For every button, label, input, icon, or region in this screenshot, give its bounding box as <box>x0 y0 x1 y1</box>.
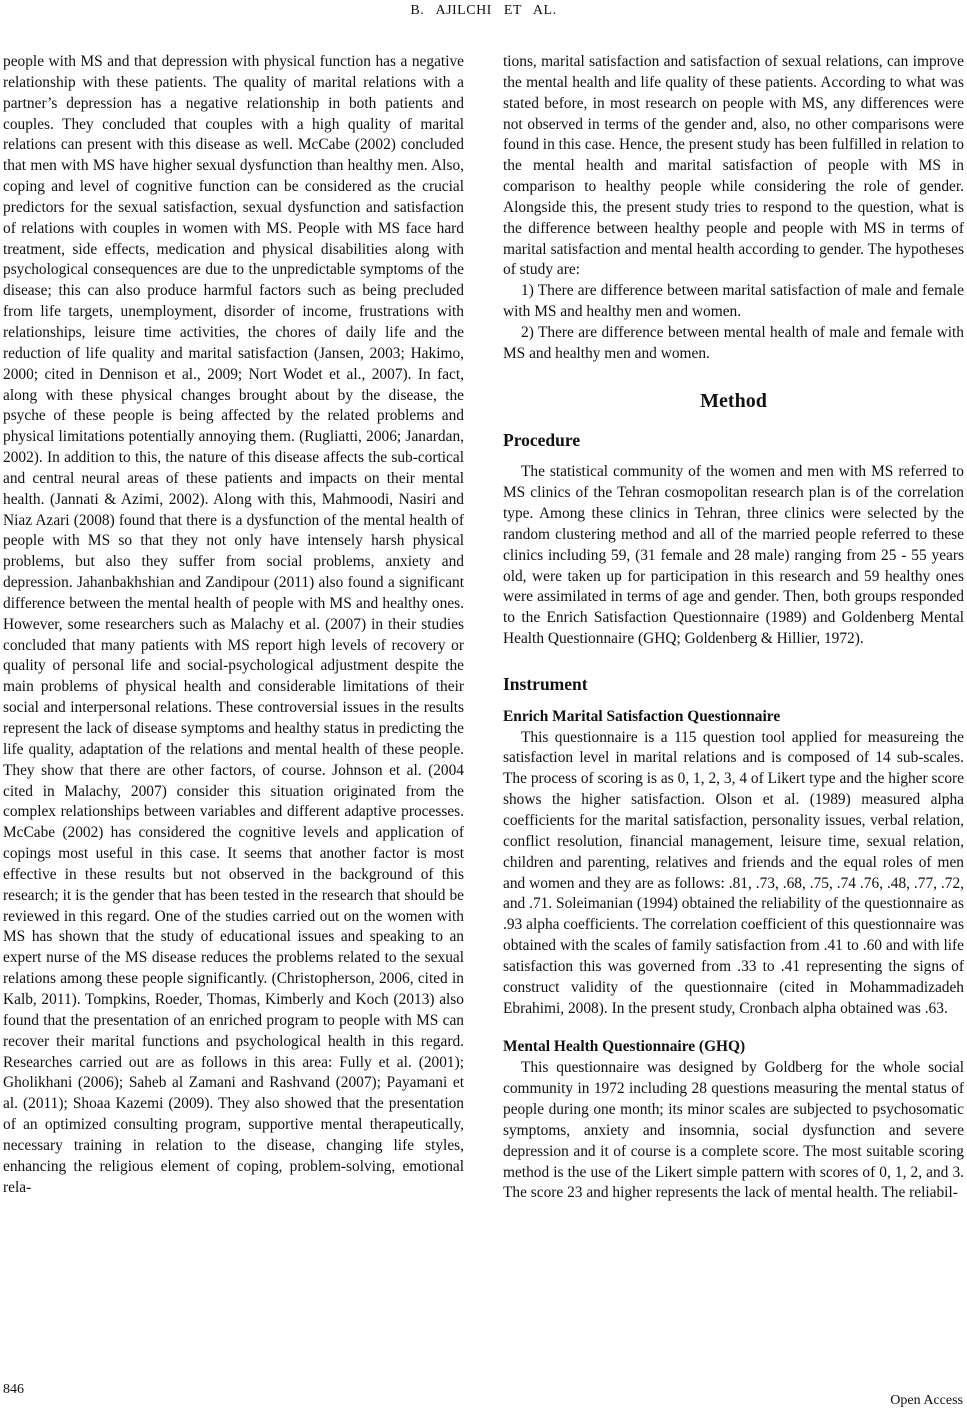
page-number: 846 <box>3 1382 24 1397</box>
ghq-paragraph: This questionnaire was designed by Goldberg for the whole social community in 1972 including 28 questions measuring the mental status of people during one month; its minor scales are subjected to psychosomatic symptoms, anxiety and insomnia, social dysfunction and severe depression and it of course is a complete score. The most suitable scoring method is the use of the Likert simple pattern with scores of 0, 1, 2, and 3. The score 23 and higher represents the lack of mental health. The reliabil- <box>503 1059 964 1202</box>
enrich-heading: Enrich Marital Satisfaction Questionnaire <box>503 707 781 725</box>
left-column <box>3 52 464 1198</box>
open-access-label: Open Access <box>890 1393 963 1408</box>
intro-paragraph: tions, marital satisfaction and satisfaction of sexual relations, can improve the mental health and life quality of these patients. According to what was stated before, in most research on people with MS, any differences were not observed in terms of the gender and, also, no other comparisons were found in this case. Hence, the present study has been fulfilled in relation to the mental health and marital satisfaction of people with MS in comparison to healthy people while considering the role of gender. Alongside this, the present study tries to respond to the question, what is the difference between healthy people and people with MS in terms of marital satisfaction and mental health according to gender. The hypotheses of study are: <box>503 53 964 279</box>
procedure-heading: Procedure <box>503 429 581 450</box>
ghq-heading: Mental Health Questionnaire (GHQ) <box>503 1038 746 1056</box>
right-column <box>503 52 964 1204</box>
body-paragraph: people with MS and that depression with physical function has a negative relationship with these patients. The quality of marital relations with a partner’s depression has a negative relationship in both patients and couples. They concluded that couples with a high quality of marital relations can present with this disease as well. McCabe (2002) concluded that men with MS have higher sexual dysfunction than healthy men. Also, coping and level of cognitive function can be considered as the crucial predictors for the sexual satisfaction, sexual dysfunction and satisfaction of relations with couples in women with MS. People with MS face hard treatment, side effects, medication and physical disabilities along with psychological consequences are due to the unpredictable symptoms of the disease; this can also produce harmful factors such as being precluded from life targets, unemployment, disorder of income, frustrations with relationships, leisure time activities, the chores of daily life and the reduction of life quality and marital satisfaction (Jansen, 2003; Hakimo, 2000; cited in Dennison et al., 2009; Nort Wodet et al., 2007). In fact, along with these physical changes brought about by the disease, the psyche of these people is being affected by the related problems and physical limitations potentially annoying them. (Rugliatti, 2006; Janardan, 2002). In addition to this, the nature of this disease affects the sub-cortical and central neural areas of these patients and impacts on their mental health. (Jannati & Azimi, 2002). Along with this, Mahmoodi, Nasiri and Niaz Azari (2008) found that there is a dysfunction of the mental health of people with MS so that they not only have intensely harsh physical problems, but also they suffer from social problems, anxiety and depression. Jahanbakhshian and Zandipour (2011) also found a significant difference between the mental health of people with MS and healthy ones. However, some researchers such as Malachy et al. (2007) in their studies concluded that many patients with MS report high levels of recovery or quality of personal life and social-psychological adjustment despite the main problems of physical health and considerable limitations of their social and interpersonal relations. These controversial issues in the results represent the lack of disease symptoms and healthy status in predicting the life quality, adaptation of the relations and mental health of these people. They show that there are other factors, of course. Johnson et al. (2004 cited in Malachy, 2007) consider this situation originated from the complex relationships between variables and different adaptive processes. McCabe (2002) has considered the cognitive levels and application of copings most useful in this case. It seems that another factor is most effective in these results but not observed in the background of this research; it is the gender that has been tested in the research that should be reviewed in this regard. One of the studies carried out on the women with MS has shown that the study of educational issues and speaking to an expert nurse of the MS disease reduces the problems related to the sexual relations among these people significantly. (Christopherson, 2006, cited in Kalb, 2011). Tompkins, Roeder, Thomas, Kimberly and Koch (2013) also found that the presentation of an enriched program to people with MS can recover their marital functions and psychological health in this regard. Researches carried out are as follows in this area: Fully et al. (2001); Gholikhani (2006); Saheb al Zamani and Rashvand (2007); Payamani et al. (2011); Shoaa Kazemi (2009). They also showed that the presentation of an optimized consulting program, supportive mental therapeutically, necessary training in relation to the disease, changing life styles, enhancing the religious element of coping, problem-solving, emotional rela- <box>3 53 464 1196</box>
enrich-paragraph: This questionnaire is a 115 question tool applied for measureing the satisfaction level in marital relations and is composed of 14 sub-scales. The process of scoring is as 0, 1, 2, 3, 4 of Likert type and the higher score shows the higher satisfaction. Olson et al. (1989) measured alpha coefficients for the marital satisfaction, personality issues, verbal relation, conflict resolution, financial management, leisure time, sexual relation, children and parenting, relatives and friends and the equal roles of men and women and they are as follows: .81, .73, .68, .75, .74 .76, .48, .77, .72, and .71. Soleimanian (1994) obtained the reliability of the questionnaire as .93 alpha coefficients. The correlation coefficient of this questionnaire was obtained with the scales of family satisfaction from .41 to .60 and with life satisfaction this was governed from .33 to .41 representing the signs of construct validity of the questionnaire (cited in Mohammadizadeh Ebrahimi, 2008). In the present study, Cronbach alpha obtained was .63. <box>503 728 964 1017</box>
procedure-paragraph: The statistical community of the women and men with MS referred to MS clinics of the Tehran cosmopolitan research plan is of the correlation type. Among these clinics in Tehran, three clinics were selected by the random clustering method and all of the married people referred to these clinics including 59, (31 female and 28 male) ranging from 25 - 55 years old, were taken up for participation in this research and 59 healthy ones were assimilated in terms of age and gender. Then, both groups responded to the Enrich Satisfaction Questionnaire (1989) and Goldenberg Mental Health Questionnaire (GHQ; Goldenberg & Hillier, 1972). <box>503 463 964 648</box>
method-heading: Method <box>700 389 767 412</box>
hypothesis-2: 2) There are difference between mental health of male and female with MS and healthy men and women. <box>503 323 964 362</box>
hypothesis-1: 1) There are difference between marital satisfaction of male and female with MS and healthy men and women. <box>503 282 964 321</box>
running-head: B. AJILCHI ET AL. <box>410 3 557 18</box>
instrument-heading: Instrument <box>503 673 588 694</box>
